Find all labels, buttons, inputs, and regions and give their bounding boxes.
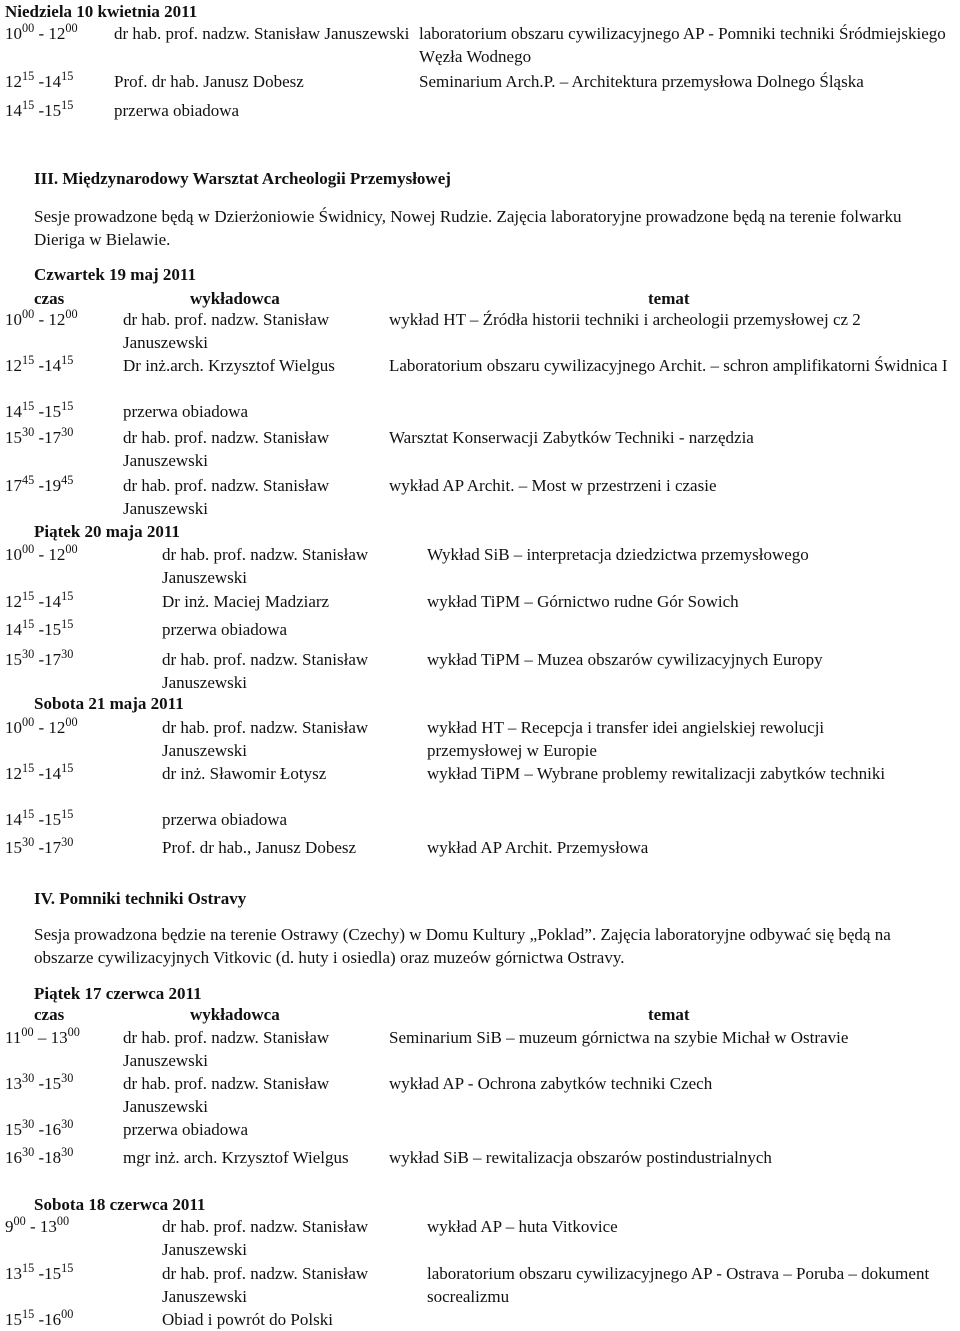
- day-title: Sobota 21 maja 2011: [34, 694, 184, 713]
- lecturer: dr inż. Sławomir Łotysz: [162, 764, 327, 783]
- section-description: Sesja prowadzona będzie na terenie Ostrawy (Czechy) w Domu Kultury „Poklad”. Zajęcia laboratoryjne odbywać się będą na obszarze cywilizacyjnych Vitkovic (d. huty i osiedla) oraz muzeów górnictwa Ostravy.: [34, 925, 891, 967]
- column-header-czas: czas: [34, 1005, 65, 1024]
- time-range: $12^{15}$ $-14^{15}$: [5, 589, 74, 611]
- time-range: $12^{15}$ $-14^{15}$: [5, 69, 74, 91]
- time-range: $15^{30}$ $-17^{30}$: [5, 425, 74, 447]
- topic: wykład AP - Ochrona zabytków techniki Czech: [389, 1074, 713, 1093]
- time-range: $10^{00} - 12^{00}$: [5, 542, 78, 564]
- day-title: Piątek 17 czerwca 2011: [34, 984, 202, 1003]
- lecturer: dr hab. prof. nadzw. Stanisław Januszewski: [123, 1028, 330, 1070]
- lecturer: Dr inż.arch. Krzysztof Wielgus: [123, 356, 335, 375]
- topic: wykład HT – Źródła historii techniki i archeologii przemysłowej cz 2: [389, 310, 861, 329]
- day-title: Sobota 18 czerwca 2011: [34, 1195, 206, 1214]
- column-header-topic: temat: [648, 1005, 690, 1024]
- lecturer: przerwa obiadowa: [123, 402, 249, 421]
- time-range: $13^{15}$ $-15^{15}$: [5, 1261, 74, 1283]
- lecturer: dr hab. prof. nadzw. Stanisław Januszewski: [162, 718, 369, 760]
- topic: Warsztat Konserwacji Zabytków Techniki - narzędzia: [389, 428, 754, 447]
- time-range: $14^{15}$ $-15^{15}$: [5, 617, 74, 639]
- schedule-row: [5, 70, 955, 93]
- lecturer: dr hab. prof. nadzw. Stanisław Januszewski: [162, 1264, 369, 1306]
- lecturer: Prof. dr hab. Janusz Dobesz: [114, 72, 304, 91]
- lecturer: mgr inż. arch. Krzysztof Wielgus: [123, 1148, 349, 1167]
- day-title: Piątek 20 maja 2011: [34, 522, 180, 541]
- time-range: $11^{00} - 13^{00}$: [5, 1025, 80, 1047]
- lecturer: przerwa obiadowa: [162, 810, 288, 829]
- column-header-topic: temat: [648, 289, 690, 308]
- topic: wykład AP Archit. Przemysłowa: [427, 838, 649, 857]
- lecturer: przerwa obiadowa: [114, 101, 240, 120]
- time-range: $10^{00} - 12^{00}$: [5, 715, 78, 737]
- time-range: $9^{00} - 13^{00}$: [5, 1214, 70, 1236]
- topic: wykład AP Archit. – Most w przestrzeni i czasie: [389, 476, 717, 495]
- time-range: $17^{45}$ $-19^{45}$: [5, 473, 74, 495]
- time-range: $12^{15}$ $-14^{15}$: [5, 761, 74, 783]
- day-title: Czwartek 19 maj 2011: [34, 265, 196, 284]
- time-range: $10^{00} - 12^{00}$: [5, 307, 78, 329]
- lecturer: dr hab. prof. nadzw. Stanisław Januszewski: [162, 545, 369, 587]
- lecturer: Obiad i powrót do Polski: [162, 1310, 333, 1329]
- time-range: $13^{30}$ $-15^{30}$: [5, 1071, 74, 1093]
- schedule-row: [5, 99, 955, 122]
- topic: Seminarium Arch.P. – Architektura przemysłowa Dolnego Śląska: [419, 72, 864, 91]
- topic: wykład HT – Recepcja i transfer idei angielskiej rewolucji przemysłowej w Europie: [427, 718, 825, 760]
- lecturer: przerwa obiadowa: [162, 620, 288, 639]
- lecturer: dr hab. prof. nadzw. Stanisław Januszewski: [162, 1217, 369, 1259]
- time-range: $15^{30}$ $-17^{30}$: [5, 835, 74, 857]
- section-description: Sesje prowadzone będą w Dzierżoniowie Świdnicy, Nowej Rudzie. Zajęcia laboratoryjne prowadzone będą na terenie folwarku Dieriga w Bielawie.: [34, 207, 902, 249]
- topic: wykład SiB – rewitalizacja obszarów postindustrialnych: [389, 1148, 772, 1167]
- lecturer: Prof. dr hab., Janusz Dobesz: [162, 838, 357, 857]
- topic: laboratorium obszaru cywilizacyjnego AP - Pomniki techniki Śródmiejskiego Węzła Wodnego: [419, 24, 946, 66]
- time-range: $12^{15}$ $-14^{15}$: [5, 353, 74, 375]
- section-title: IV. Pomniki techniki Ostravy: [34, 889, 247, 908]
- section-title: III. Międzynarodowy Warsztat Archeologii Przemysłowej: [34, 169, 451, 188]
- lecturer: dr hab. prof. nadzw. Stanisław Januszewski: [123, 310, 330, 352]
- time-range: $10^{00} - 12^{00}$: [5, 21, 78, 43]
- lecturer: przerwa obiadowa: [123, 1120, 249, 1139]
- topic: wykład TiPM – Górnictwo rudne Gór Sowich: [427, 592, 739, 611]
- time-range: $15^{30}$ $-16^{30}$: [5, 1117, 74, 1139]
- header-date: Niedziela 10 kwietnia 2011: [5, 2, 198, 21]
- topic: Laboratorium obszaru cywilizacyjnego Archit. – schron amplifikatorni Świdnica I: [389, 356, 948, 375]
- lecturer: dr hab. prof. nadzw. Stanisław Januszewski: [123, 476, 330, 518]
- topic: wykład AP – huta Vitkovice: [427, 1217, 618, 1236]
- topic: wykład TiPM – Muzea obszarów cywilizacyjnych Europy: [427, 650, 823, 669]
- time-range: $15^{30}$ $-17^{30}$: [5, 647, 74, 669]
- topic: Wykład SiB – interpretacja dziedzictwa przemysłowego: [427, 545, 809, 564]
- time-range: $14^{15}$ $-15^{15}$: [5, 807, 74, 829]
- schedule-row: [5, 22, 955, 68]
- topic: Seminarium SiB – muzeum górnictwa na szybie Michał w Ostravie: [389, 1028, 849, 1047]
- lecturer: dr hab. prof. nadzw. Stanisław Januszewski: [162, 650, 369, 692]
- lecturer: Dr inż. Maciej Madziarz: [162, 592, 330, 611]
- time-range: $14^{15}$ $-15^{15}$: [5, 98, 74, 120]
- time-range: $16^{30}$ $-18^{30}$: [5, 1145, 74, 1167]
- column-header-lecturer: wykładowca: [190, 1005, 280, 1024]
- column-header-lecturer: wykładowca: [190, 289, 280, 308]
- lecturer: dr hab. prof. nadzw. Stanisław Januszewski: [114, 24, 410, 43]
- lecturer: dr hab. prof. nadzw. Stanisław Januszewski: [123, 428, 330, 470]
- topic: laboratorium obszaru cywilizacyjnego AP - Ostrava – Poruba – dokument socrealizmu: [427, 1264, 930, 1306]
- lecturer: dr hab. prof. nadzw. Stanisław Januszewski: [123, 1074, 330, 1116]
- topic: wykład TiPM – Wybrane problemy rewitalizacji zabytków techniki: [427, 764, 886, 783]
- column-header-czas: czas: [34, 289, 65, 308]
- time-range: $15^{15}$ $-16^{00}$: [5, 1307, 74, 1329]
- time-range: $14^{15}$ $-15^{15}$: [5, 399, 74, 421]
